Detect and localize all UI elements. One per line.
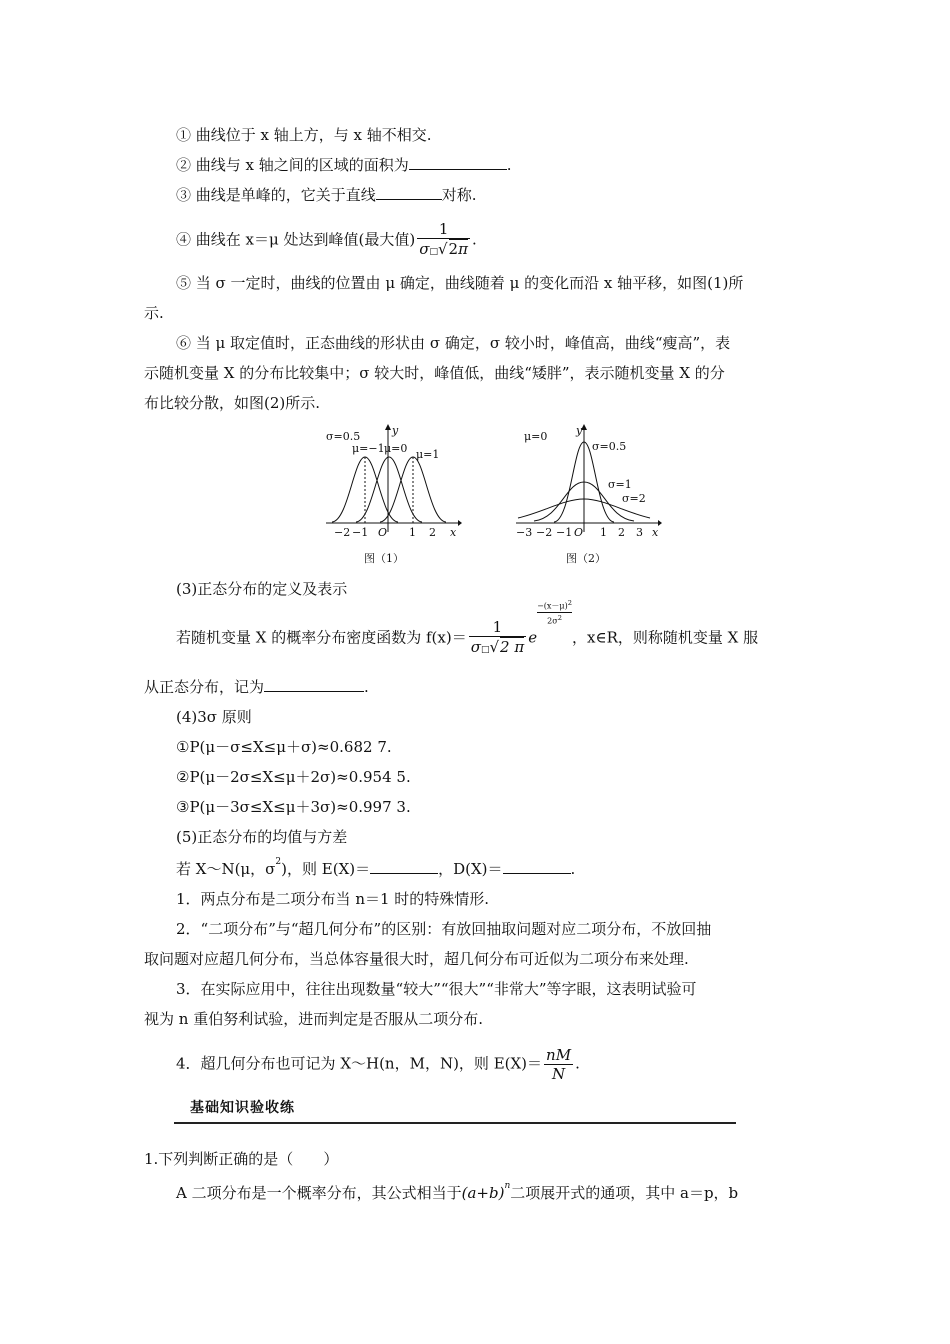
- tick-label: −1: [352, 526, 369, 539]
- note-2-line-2: 取问题对应超几何分布，当总体容量很大时，超几何分布可近似为二项分布来处理.: [144, 950, 689, 968]
- tick-label: 1: [409, 526, 416, 539]
- sigma-label: σ=0.5: [326, 430, 361, 443]
- tick-label: 2: [429, 526, 436, 539]
- mu-label: μ=−1: [352, 442, 385, 455]
- property-6-line-2: 示随机变量 X 的分布比较集中；σ 较大时，峰值低，曲线“矮胖”，表示随机变量 X 的分: [144, 364, 725, 382]
- definition-line-1: [176, 599, 759, 659]
- x-axis-label: x: [652, 526, 659, 539]
- exponent: $\frac{-(x-\mu)^2}{2\sigma^2}$: [537, 599, 572, 626]
- property-5-line-2: 示.: [144, 304, 164, 322]
- property-3-text: ③ 曲线是单峰的，它关于直线: [176, 186, 376, 204]
- note-1: 1．两点分布是二项分布当 n＝1 时的特殊情形.: [176, 890, 490, 908]
- answer-blank: [503, 859, 571, 874]
- x-axis-label: x: [450, 526, 457, 539]
- tick-label: O: [574, 526, 584, 539]
- property-3: [176, 184, 477, 206]
- definition-text: 从正态分布，记为: [144, 678, 265, 696]
- answer-blank: [264, 677, 364, 692]
- y-axis-label: y: [576, 424, 583, 437]
- note-3-line-1: 3．在实际应用中，往往出现数量“较大”“很大”“非常大”等字眼，这表明试验可: [176, 980, 697, 998]
- note-3-line-2: 视为 n 重伯努利试验，进而判定是否服从二项分布.: [144, 1010, 483, 1028]
- sigma-label: σ=2: [622, 492, 646, 505]
- rule-heading: (4)3σ 原则: [176, 708, 252, 726]
- tick-label: −3: [516, 526, 533, 539]
- figure-caption: 图（2）: [566, 552, 606, 565]
- definition-text-tail: ，x∈R，则称随机变量 X 服: [572, 628, 759, 647]
- tick-label: −1: [556, 526, 573, 539]
- tick-label: 3: [636, 526, 643, 539]
- tick-label: −2: [536, 526, 553, 539]
- density-fraction: $\frac{1}{\sigma□√2 \pi}$: [469, 618, 527, 659]
- note-2-line-1: 2．“二项分布”与“超几何分布”的区别：有放回抽取问题对应二项分布，不放回抽: [176, 920, 712, 938]
- property-2-text: ② 曲线与 x 轴之间的区域的面积为: [176, 156, 409, 174]
- meanvar-line: 若 X～N(μ，$\sigma^2$)，则 E(X)＝ ，D(X)＝ .: [176, 857, 576, 878]
- answer-blank: [370, 859, 438, 874]
- property-3-tail: 对称.: [441, 186, 477, 204]
- property-2: ② 曲线与 x 轴之间的区域的面积为 .: [176, 156, 512, 174]
- definition-heading: (3)正态分布的定义及表示: [176, 580, 348, 598]
- tick-label: 1: [600, 526, 607, 539]
- property-6-line-3: 布比较分散，如图(2)所示.: [144, 394, 321, 412]
- definition-text: 若随机变量 X 的概率分布密度函数为 f(x)＝: [176, 628, 467, 647]
- figure-1: [322, 422, 462, 572]
- tick-label: −2: [334, 526, 351, 539]
- rule-1: ①P(μ－σ≤X≤μ＋σ)≈0.682 7.: [176, 738, 392, 756]
- rule-2: ②P(μ－2σ≤X≤μ＋2σ)≈0.954 5.: [176, 768, 411, 786]
- property-6-line-1: ⑥ 当 μ 取定值时，正态曲线的形状由 σ 确定，σ 较小时，峰值高，曲线“瘦高”，表: [176, 334, 731, 352]
- y-axis-label: y: [392, 424, 399, 437]
- curve-mu-0: [356, 457, 422, 522]
- meanvar-heading: (5)正态分布的均值与方差: [176, 828, 348, 846]
- expectation-fraction: $\frac{nM}{N}$: [546, 1046, 572, 1083]
- binomial-expression: (a+b): [461, 1184, 505, 1202]
- option-a-line-1: A 二项分布是一个概率分布，其公式相当于$(a+b)^n$二项展开式的通项，其中 a＝p，b: [176, 1181, 739, 1202]
- sigma-label: σ=0.5: [592, 440, 627, 453]
- mu-label: μ=0: [384, 442, 408, 455]
- rule-3: ③P(μ－3σ≤X≤μ＋3σ)≈0.997 3.: [176, 798, 411, 816]
- property-5-line-1: ⑤ 当 σ 一定时，曲线的位置由 μ 确定，曲线随着 μ 的变化而沿 x 轴平移，如图(1)所: [176, 274, 744, 292]
- figure-caption: 图（1）: [364, 552, 404, 565]
- peak-fraction: $\frac{1}{\sigma□√2\pi}$: [417, 220, 470, 261]
- mu-label: μ=0: [524, 430, 548, 443]
- section-title: 基础知识验收练: [190, 1100, 295, 1116]
- property-1: ① 曲线位于 x 轴上方，与 x 轴不相交.: [176, 126, 432, 144]
- answer-blank: [409, 155, 507, 170]
- question-1: 1.下列判断正确的是（ ）: [144, 1150, 339, 1168]
- mu-label: μ=1: [416, 448, 440, 461]
- definition-line-2: 从正态分布，记为 .: [144, 678, 369, 696]
- exp-base: e: [528, 628, 538, 647]
- sigma-label: σ=1: [608, 478, 632, 491]
- note-4: 4．超几何分布也可记为 X～H(n，M，N)，则 E(X)＝ $\frac{nM}{N}$ .: [176, 1046, 580, 1083]
- figure-2: [514, 422, 662, 572]
- tick-label: O: [378, 526, 388, 539]
- tick-label: 2: [618, 526, 625, 539]
- property-4: ④ 曲线在 x＝μ 处达到峰值(最大值) $\frac{1}{\sigma□√2\pi}$ .: [176, 220, 477, 261]
- property-4-text: ④ 曲线在 x＝μ 处达到峰值(最大值): [176, 230, 416, 249]
- section-divider: [174, 1122, 736, 1124]
- answer-blank: [376, 185, 442, 200]
